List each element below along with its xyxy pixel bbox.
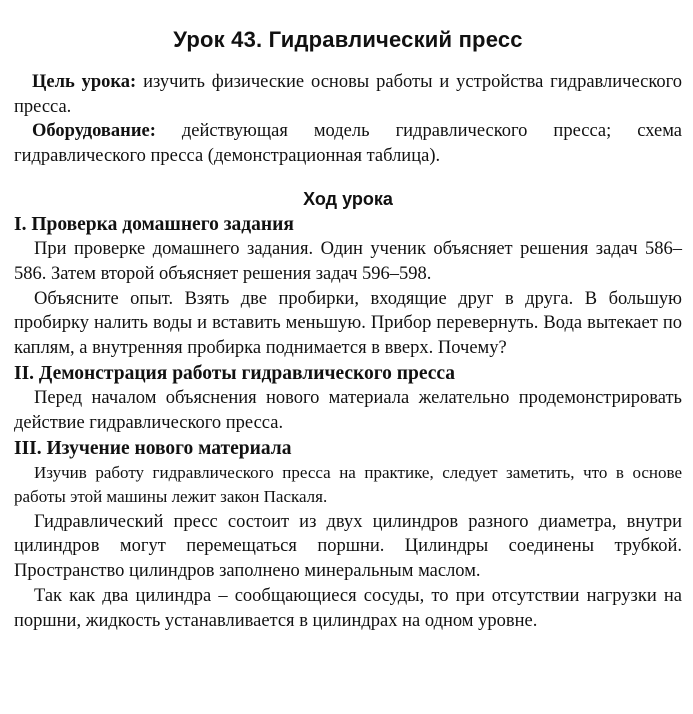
section-heading: III. Изучение нового материала <box>14 437 292 459</box>
lesson-equipment-text: действующая модель гидравлического пресса; схема гидравлического пресса (демонстрационная таблица). <box>14 121 683 166</box>
lesson-progress-heading: Ход урока <box>303 189 393 209</box>
section-heading: I. Проверка домашнего задания <box>14 214 294 235</box>
paragraph: Гидравлический пресс состоит из двух цилиндров разного диаметра, внутри цилиндров могут перемещаться поршни. Цилиндры соединены трубкой. Пространство цилиндров заполнено минеральным маслом. <box>14 511 682 582</box>
paragraph: Изучив работу гидравлического пресса на практике, следует заметить, что в основе работы этой машины лежит закон Паскаля. <box>14 462 682 507</box>
lesson-goal-text: изучить физические основы работы и устройства гидравлического пресса. <box>14 72 683 117</box>
paragraph: Перед началом объяснения нового материала желательно продемонстрировать действие гидравлического пресса. <box>14 387 682 433</box>
lesson-goal <box>14 70 682 119</box>
lesson-equipment-label: Оборудование: <box>32 121 156 141</box>
lesson-goal-label: Цель урока: <box>32 72 137 92</box>
paragraph: При проверке домашнего задания. Один ученик объясняет решения задач 586–586. Затем второй объясняет решения задач 596–598. <box>14 239 682 284</box>
paragraph: Объясните опыт. Взять две пробирки, входящие друг в друга. В большую пробирку налить воды и вставить меньшую. Прибор перевернуть. Вода вытекает по каплям, а внутренняя пробирка поднимается в вверх. Почему? <box>14 288 682 359</box>
paragraph: Так как два цилиндра – сообщающиеся сосуды, то при отсутствии нагрузки на поршни, жидкость устанавливается в цилиндрах на одном уровне. <box>14 585 682 631</box>
section-heading: II. Демонстрация работы гидравлического пресса <box>14 362 456 384</box>
textbook-page <box>14 0 682 634</box>
page-title: Урок 43. Гидравлический пресс <box>173 27 523 52</box>
lesson-equipment <box>14 119 682 168</box>
